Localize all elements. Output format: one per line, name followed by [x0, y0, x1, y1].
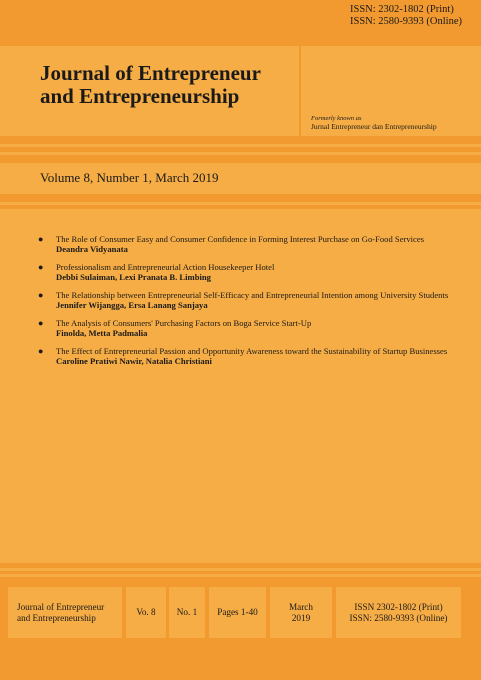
- article-title: The Relationship between Entrepreneurial Self-Efficacy and Entrepreneurial Intention among University Students: [56, 290, 449, 300]
- footer-date-box: [270, 587, 332, 638]
- bullet-icon: ●: [38, 318, 44, 328]
- footer-issn-box: [336, 587, 461, 638]
- footer-year: 2019: [291, 613, 311, 623]
- footer-issn-online: ISSN: 2580-9393 (Online): [349, 613, 448, 623]
- bullet-icon: ●: [38, 346, 44, 356]
- journal-title: [40, 62, 261, 108]
- list-item: [38, 290, 456, 310]
- list-item: [38, 318, 456, 338]
- article-list: [38, 234, 456, 374]
- footer-volume-box: [126, 587, 166, 638]
- divider-stripe: [0, 152, 481, 155]
- article-title: The Analysis of Consumers' Purchasing Factors on Boga Service Start-Up: [56, 318, 312, 328]
- footer-volume: Vo. 8: [136, 607, 156, 617]
- footer-issn-print: ISSN 2302-1802 (Print): [354, 602, 443, 612]
- issn-block: [350, 4, 462, 28]
- list-item: [38, 262, 456, 282]
- divider-stripe: [0, 202, 481, 205]
- journal-title-line2: and Entrepreneurship: [40, 84, 240, 108]
- bullet-icon: ●: [38, 262, 44, 272]
- list-item: [38, 234, 456, 254]
- volume-info: Volume 8, Number 1, March 2019: [40, 170, 219, 185]
- divider-stripe: [0, 568, 481, 571]
- footer-journal-line2: and Entrepreneurship: [17, 613, 96, 623]
- footer-number: No. 1: [176, 607, 198, 617]
- journal-title-line1: Journal of Entrepreneur: [40, 61, 261, 85]
- footer-pages: Pages 1-40: [217, 607, 258, 617]
- footer-journal-box: [8, 587, 122, 638]
- article-authors: Caroline Pratiwi Nawir, Natalia Christiani: [56, 356, 212, 366]
- list-item: [38, 346, 456, 366]
- article-title: The Effect of Entrepreneurial Passion and Opportunity Awareness toward the Sustainability of Startup Businesses: [56, 346, 448, 356]
- article-authors: Debbi Sulaiman, Lexi Pranata B. Limbing: [56, 272, 211, 282]
- issn-print: ISSN: 2302-1802 (Print): [350, 4, 454, 15]
- divider-stripe: [0, 144, 481, 147]
- footer-journal-line1: Journal of Entrepreneur: [17, 602, 105, 612]
- bullet-icon: ●: [38, 234, 44, 244]
- article-authors: Jennifer Wijangga, Ersa Lanang Sanjaya: [56, 300, 208, 310]
- formerly-known-as: [311, 115, 437, 131]
- divider-stripe: [0, 574, 481, 577]
- issn-online: ISSN: 2580-9393 (Online): [350, 16, 462, 27]
- article-title: Professionalism and Entrepreneurial Action Housekeeper Hotel: [56, 262, 275, 272]
- footer-month: March: [289, 602, 313, 612]
- footer-pages-box: [209, 587, 266, 638]
- article-authors: Deandra Vidyanata: [56, 244, 128, 254]
- article-title: The Role of Consumer Easy and Consumer Confidence in Forming Interest Purchase on Go-Food Services: [56, 234, 425, 244]
- bullet-icon: ●: [38, 290, 44, 300]
- footer-number-box: [169, 587, 205, 638]
- formerly-label: Formerly known as: [311, 115, 362, 122]
- article-authors: Finolda, Metta Padmalia: [56, 328, 148, 338]
- formerly-name: Jurnal Entrepreneur dan Entrepreneurship: [311, 122, 437, 131]
